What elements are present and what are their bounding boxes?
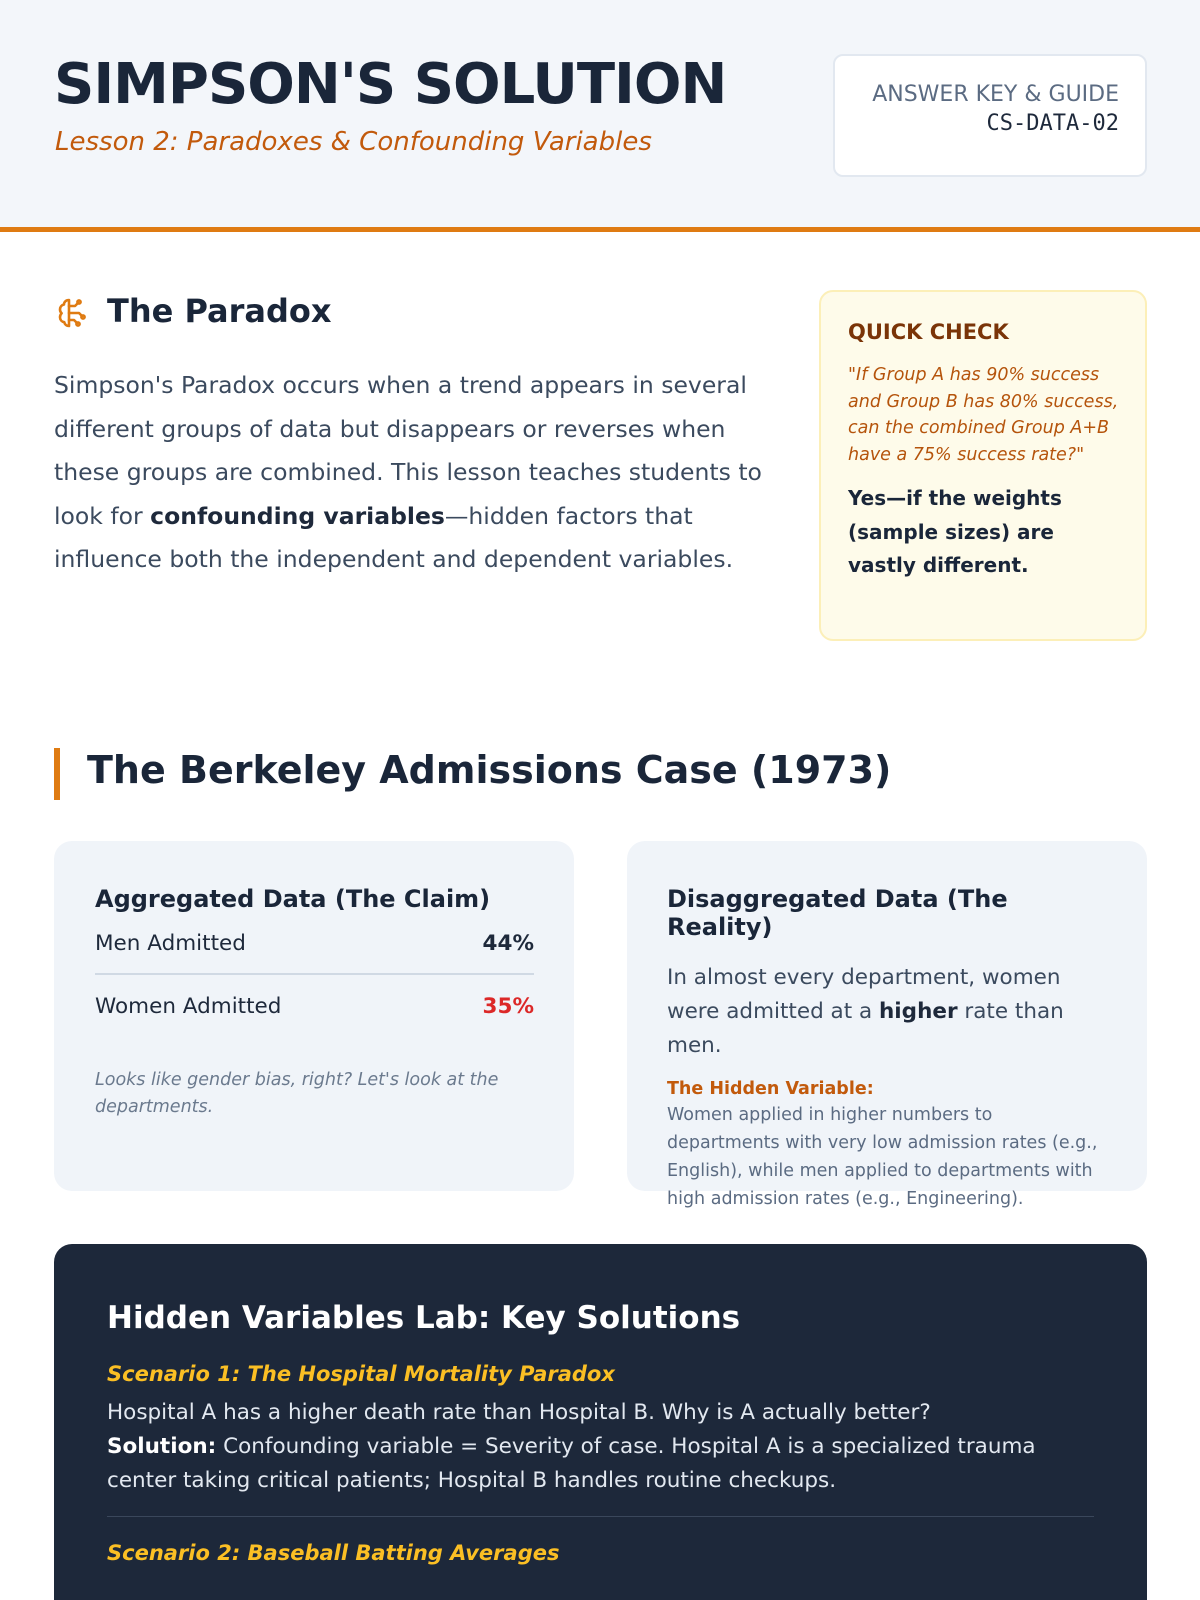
disaggregated-text-start: In almost every department, women were admitted at a: [667, 965, 1061, 1024]
quick-check-answer: Yes—if the weights (sample sizes) are vastly different.: [848, 486, 1062, 577]
scenario-divider: [107, 1516, 1094, 1517]
aggregated-note: Looks like gender bias, right? Let's look at the departments.: [95, 1070, 499, 1117]
scenario-question: Hospital A has a higher death rate than Hospital B. Why is A actually better?: [107, 1400, 931, 1425]
stat-label: Women Admitted: [95, 993, 282, 1019]
lab-heading: Hidden Variables Lab: Key Solutions: [107, 1300, 741, 1336]
hidden-variable-heading: The Hidden Variable:: [667, 1079, 874, 1099]
stat-label: Men Admitted: [95, 930, 246, 956]
scenario-title: Scenario 2: Baseball Batting Averages: [107, 1541, 560, 1565]
scenario-title: Scenario 1: The Hospital Mortality Paradox: [107, 1362, 615, 1386]
scenario-body: [107, 1396, 1094, 1498]
disaggregated-heading: Disaggregated Data (The Reality): [667, 885, 1008, 941]
paradox-intro: [54, 364, 774, 582]
intro-text-end: —hidden factors that influence both the independent and dependent variables.: [54, 501, 734, 573]
scenario-solution: Confounding variable = Severity of case. Hospital A is a specialized trauma center taking critical patients; Hospital B handles routine checkups.: [107, 1434, 1036, 1493]
stat-value: 44%: [482, 930, 534, 956]
answer-key-badge: [833, 54, 1147, 177]
stat-row: [95, 913, 534, 975]
stat-row: [95, 975, 534, 1037]
aggregated-heading: Aggregated Data (The Claim): [95, 885, 491, 913]
course-code: CS-DATA-02: [986, 111, 1119, 136]
solution-label: Solution:: [107, 1434, 217, 1459]
quick-check-title: QUICK CHECK: [848, 320, 1009, 344]
stat-value: 35%: [482, 993, 534, 1019]
aggregated-data-card: [54, 841, 574, 1191]
page-title: SIMPSON'S SOLUTION: [54, 52, 727, 117]
disaggregated-text: [667, 961, 1107, 1063]
disaggregated-emphasis: higher: [879, 999, 958, 1024]
hidden-variable-text: Women applied in higher numbers to departments with very low admission rates (e.g., English), while men applied to departments with high admission rates (e.g., Engineering).: [667, 1105, 1098, 1209]
lab-solutions-panel: [54, 1244, 1147, 1600]
intro-text: Simpson's Paradox occurs when a trend appears in several different groups of data but disappears or reverses when these groups are combined. This lesson teaches students to look for: [54, 371, 762, 530]
quick-check-question: "If Group A has 90% success and Group B has 80% success, can the combined Group A+B have a 75% success rate?": [848, 365, 1119, 465]
page-header: [0, 0, 1200, 232]
intro-emphasis: confounding variables: [150, 501, 445, 530]
answer-key-label: ANSWER KEY & GUIDE: [872, 82, 1119, 107]
section-accent-bar: [54, 748, 60, 800]
brain-icon: [54, 295, 90, 331]
berkeley-heading: The Berkeley Admissions Case (1973): [87, 748, 892, 792]
page-subtitle: Lesson 2: Paradoxes & Confounding Variables: [55, 127, 652, 157]
disaggregated-text-end: rate than men.: [667, 999, 1064, 1058]
paradox-heading: The Paradox: [107, 292, 332, 330]
quick-check-card: [819, 290, 1147, 641]
disaggregated-data-card: [627, 841, 1147, 1209]
